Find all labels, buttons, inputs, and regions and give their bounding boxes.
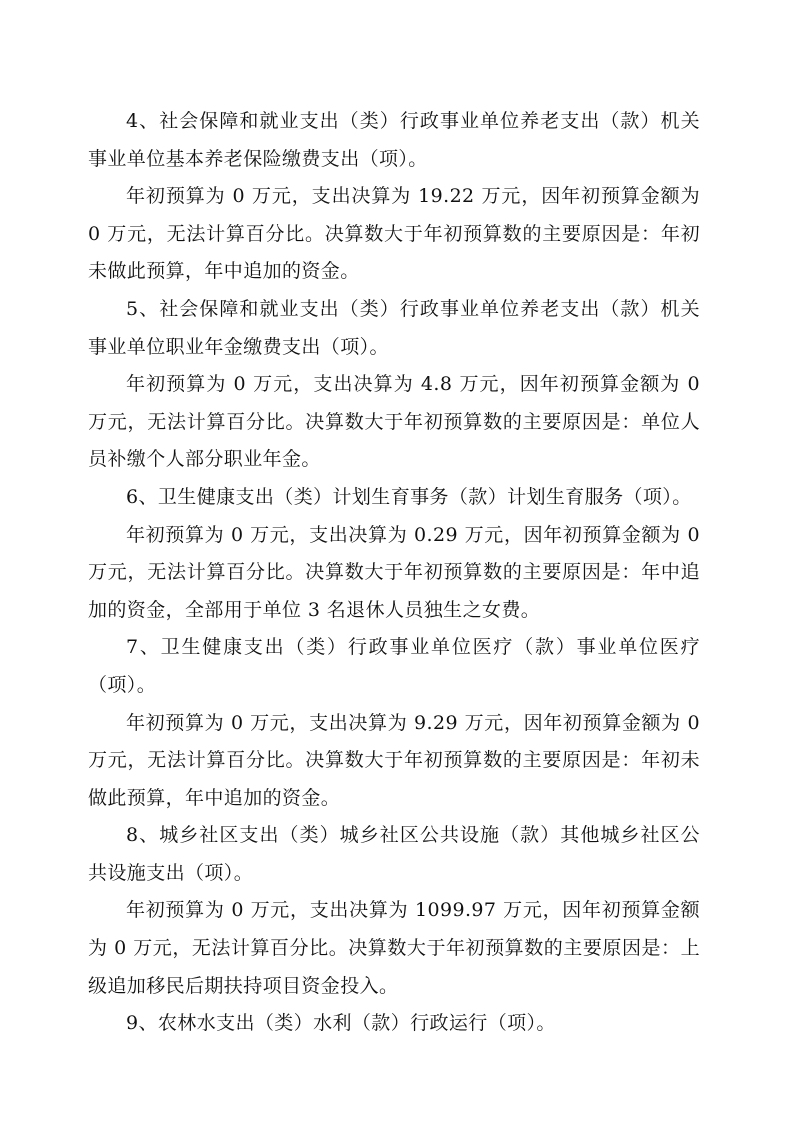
item-explanation-7: 年初预算为 0 万元，支出决算为 9.29 万元，因年初预算金额为 0 万元，无法计算百分比。决算数大于年初预算数的主要原因是：年初未做此预算，年中追加的资金。 <box>88 711 700 809</box>
document-body <box>88 103 700 1043</box>
item-heading-5: 5、社会保障和就业支出（类）行政事业单位养老支出（款）机关事业单位职业年金缴费支出（项）。 <box>88 297 700 358</box>
item-explanation-6: 年初预算为 0 万元，支出决算为 0.29 万元，因年初预算金额为 0 万元，无法计算百分比。决算数大于年初预算数的主要原因是：年中追加的资金，全部用于单位 3 名退休人员独生之女费。 <box>88 523 700 621</box>
item-heading-6: 6、卫生健康支出（类）计划生育事务（款）计划生育服务（项）。 <box>126 485 692 508</box>
item-explanation-8: 年初预算为 0 万元，支出决算为 1099.97 万元，因年初预算金额为 0 万元，无法计算百分比。决算数大于年初预算数的主要原因是：上级追加移民后期扶持项目资金投入。 <box>88 899 700 997</box>
item-heading-8: 8、城乡社区支出（类）城乡社区公共设施（款）其他城乡社区公共设施支出（项）。 <box>88 824 700 884</box>
item-heading-4: 4、社会保障和就业支出（类）行政事业单位养老支出（款）机关事业单位基本养老保险缴费支出（项）。 <box>88 110 700 170</box>
item-heading-9: 9、农林水支出（类）水利（款）行政运行（项）。 <box>126 1012 556 1035</box>
item-explanation-4: 年初预算为 0 万元，支出决算为 19.22 万元，因年初预算金额为 0 万元，无法计算百分比。决算数大于年初预算数的主要原因是：年初未做此预算，年中追加的资金。 <box>88 185 700 283</box>
item-explanation-5: 年初预算为 0 万元，支出决算为 4.8 万元，因年初预算金额为 0 万元，无法计算百分比。决算数大于年初预算数的主要原因是：单位人员补缴个人部分职业年金。 <box>88 373 700 471</box>
item-heading-7: 7、卫生健康支出（类）行政事业单位医疗（款）事业单位医疗（项）。 <box>88 636 700 696</box>
